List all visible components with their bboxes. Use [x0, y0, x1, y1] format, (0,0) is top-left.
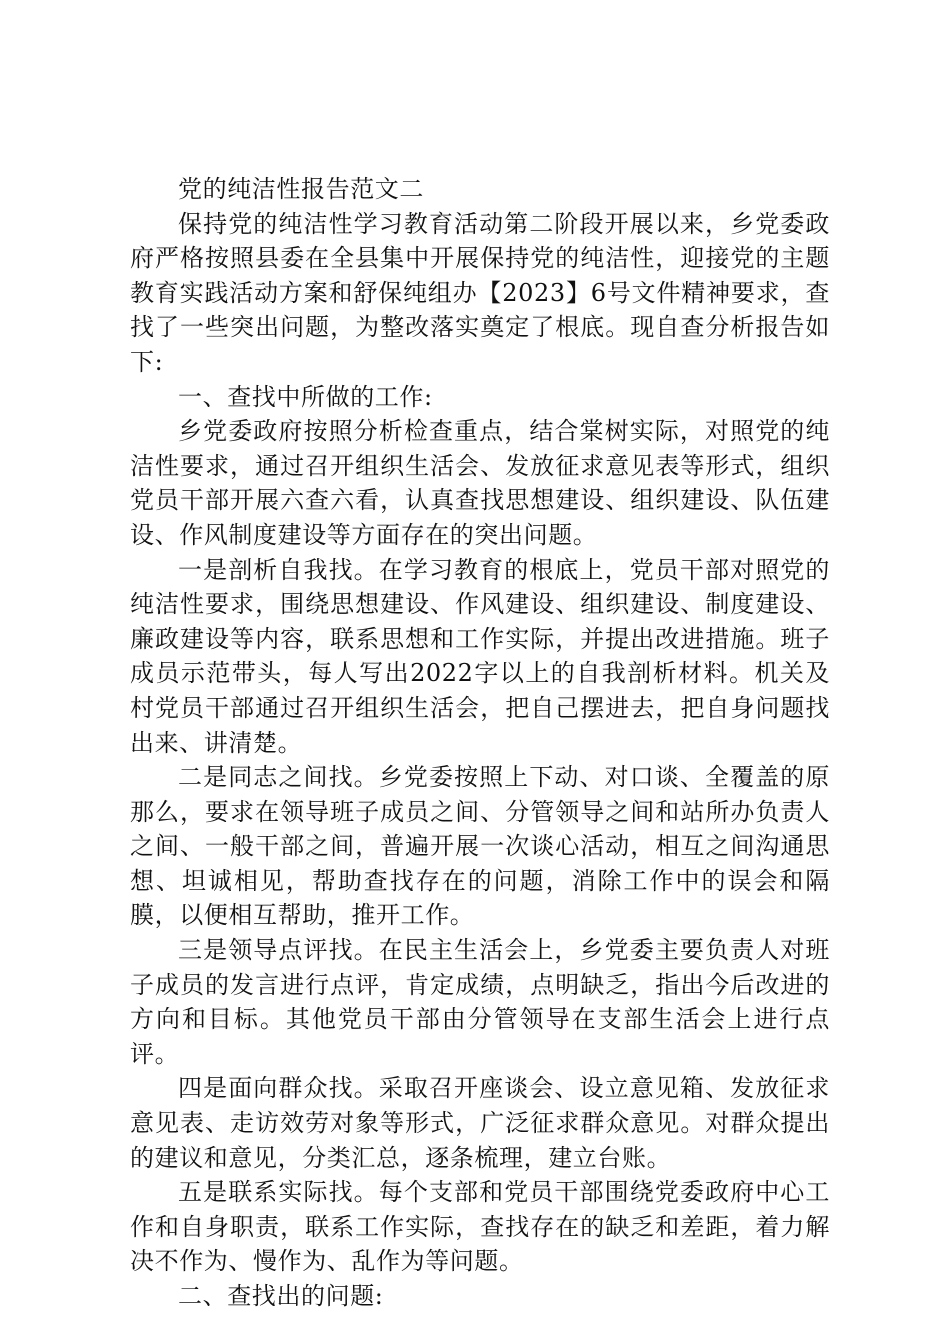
paragraph-practical-check: 五是联系实际找。每个支部和党员干部围绕党委政府中心工作和自身职责，联系工作实际，查找存在的缺乏和差距，着力解决不作为、慢作为、乱作为等问题。 [130, 1178, 830, 1276]
paragraph-peer-discussion: 二是同志之间找。乡党委按照上下动、对口谈、全覆盖的原那么，要求在领导班子成员之间、分管领导之间和站所办负责人之间、一般干部之间，普遍开展一次谈心活动，相互之间沟通思想、坦诚相见，帮助查找存在的问题，消除工作中的误会和隔膜，以便相互帮助，推开工作。 [130, 763, 830, 930]
document-body [130, 172, 830, 1314]
paragraph-work-overview: 乡党委政府按照分析检查重点，结合棠树实际，对照党的纯洁性要求，通过召开组织生活会、发放征求意见表等形式，组织党员干部开展六查六看，认真查找思想建设、组织建设、队伍建设、作风制度建设等方面存在的突出问题。 [130, 417, 830, 549]
paragraph-self-analysis: 一是剖析自我找。在学习教育的根底上，党员干部对照党的纯洁性要求，围绕思想建设、作风建设、组织建设、制度建设、廉政建设等内容，联系思想和工作实际，并提出改进措施。班子成员示范带头，每人写出2022字以上的自我剖析材料。机关及村党员干部通过召开组织生活会，把自己摆进去，把自身问题找出来、讲清楚。 [130, 555, 830, 757]
paragraph-leader-review: 三是领导点评找。在民主生活会上，乡党委主要负责人对班子成员的发言进行点评，肯定成绩，点明缺乏，指出今后改进的方向和目标。其他党员干部由分管领导在支部生活会上进行点评。 [130, 936, 830, 1068]
section-heading-problems-found: 二、查找出的问题: [178, 1282, 384, 1310]
paragraph-intro: 保持党的纯洁性学习教育活动第二阶段开展以来，乡党委政府严格按照县委在全县集中开展保持党的纯洁性，迎接党的主题教育实践活动方案和舒保纯组办【2023】6号文件精神要求，查找了一些突出问题，为整改落实奠定了根底。现自查分析报告如下: [130, 209, 830, 376]
document-title: 党的纯洁性报告范文二 [178, 175, 424, 203]
section-heading-work-done: 一、查找中所做的工作: [178, 382, 433, 411]
paragraph-public-feedback: 四是面向群众找。采取召开座谈会、设立意见箱、发放征求意见表、走访效劳对象等形式，广泛征求群众意见。对群众提出的建议和意见，分类汇总，逐条梳理，建立台账。 [130, 1074, 830, 1172]
